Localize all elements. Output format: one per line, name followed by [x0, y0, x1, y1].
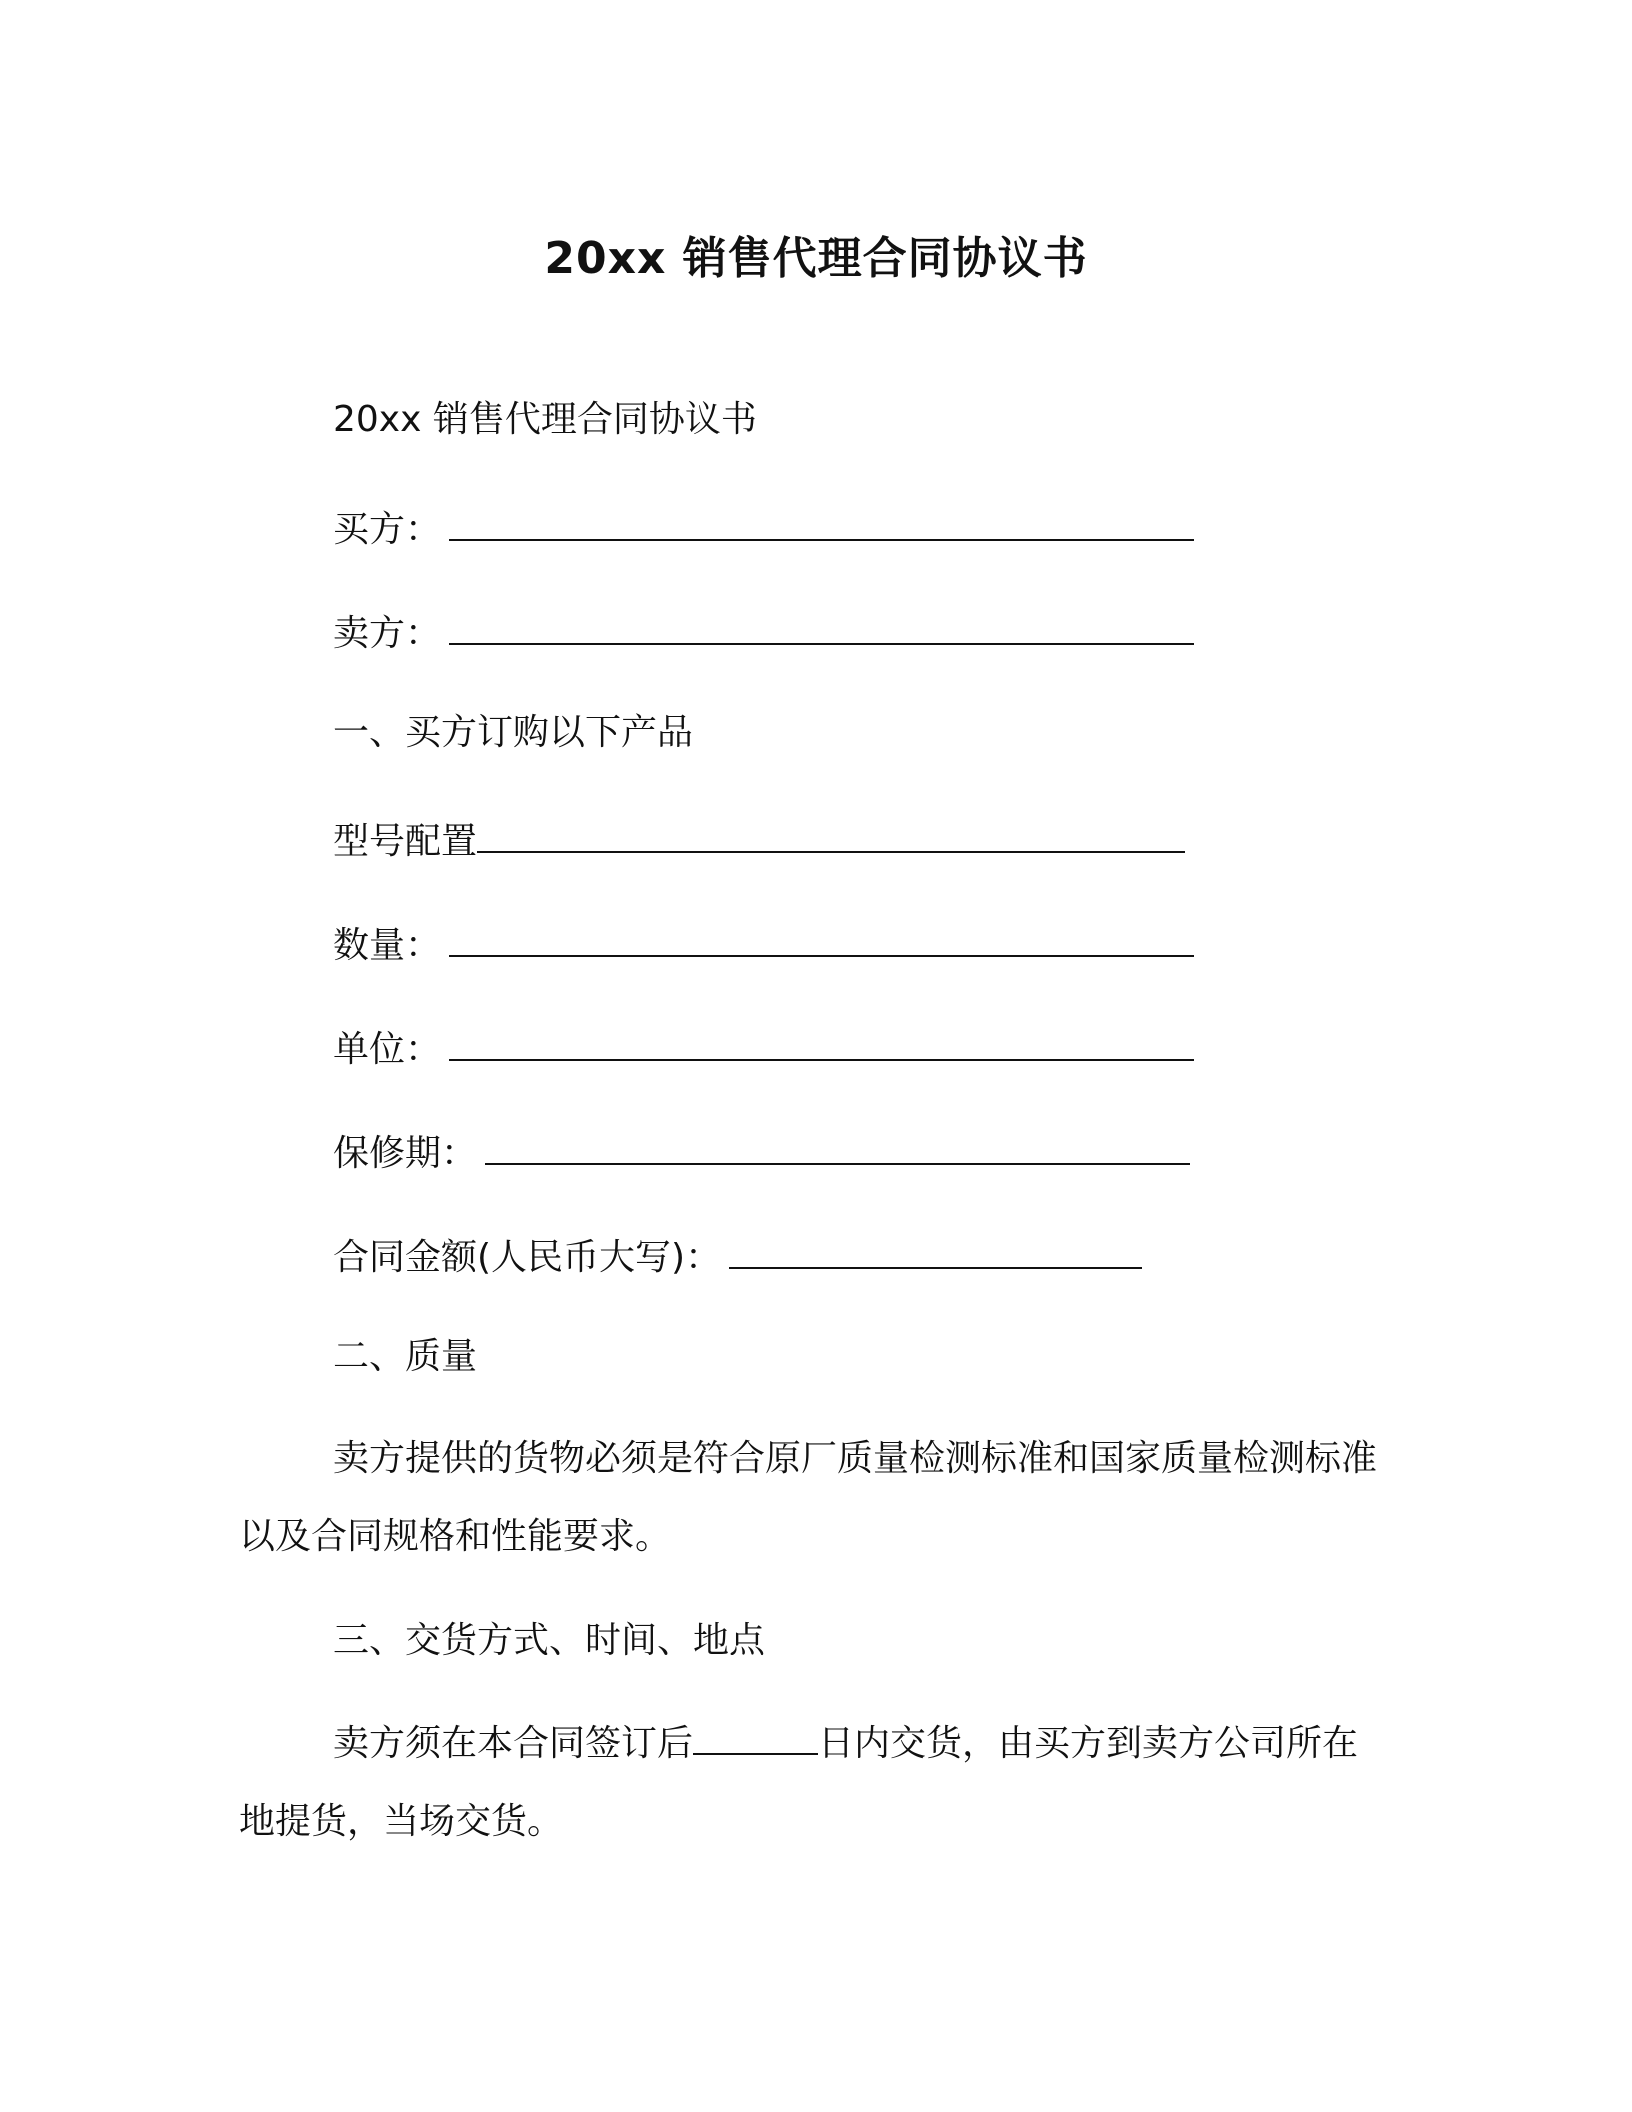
- amount-field: [333, 1233, 1142, 1282]
- warranty-blank-line: [485, 1129, 1190, 1165]
- delivery-text-before: 卖方须在本合同签订后: [333, 1723, 694, 1764]
- buyer-label: 买方：: [333, 509, 442, 550]
- warranty-label: 保修期：: [333, 1133, 478, 1174]
- document-subtitle: 20xx 销售代理合同协议书: [333, 399, 757, 440]
- quantity-field: [333, 921, 1194, 970]
- delivery-text-after: 日内交货，由买方到卖方公司所在地提货，当场交货。: [239, 1723, 1359, 1842]
- unit-label: 单位：: [333, 1029, 442, 1070]
- model-label: 型号配置: [333, 821, 478, 862]
- section3-heading: 三、交货方式、时间、地点: [333, 1620, 766, 1661]
- buyer-blank-line: [449, 505, 1194, 541]
- unit-field: [333, 1025, 1194, 1074]
- quantity-label: 数量：: [333, 925, 442, 966]
- document-title: 20xx 销售代理合同协议书: [544, 233, 1088, 284]
- model-field: [333, 817, 1185, 866]
- section1-heading: 一、买方订购以下产品: [333, 712, 694, 753]
- seller-blank-line: [449, 609, 1194, 645]
- section2-heading: 二、质量: [333, 1336, 478, 1377]
- delivery-paragraph: [239, 1705, 1389, 1861]
- warranty-field: [333, 1129, 1190, 1178]
- amount-label: 合同金额(人民币大写)：: [333, 1237, 722, 1278]
- buyer-field: [333, 505, 1194, 554]
- quality-paragraph: 卖方提供的货物必须是符合原厂质量检测标准和国家质量检测标准以及合同规格和性能要求。: [239, 1438, 1378, 1557]
- seller-label: 卖方：: [333, 613, 442, 654]
- unit-blank-line: [449, 1025, 1194, 1061]
- delivery-days-blank-line: [693, 1719, 818, 1755]
- amount-blank-line: [729, 1233, 1142, 1269]
- model-blank-line: [477, 817, 1185, 853]
- quantity-blank-line: [449, 921, 1194, 957]
- seller-field: [333, 609, 1194, 658]
